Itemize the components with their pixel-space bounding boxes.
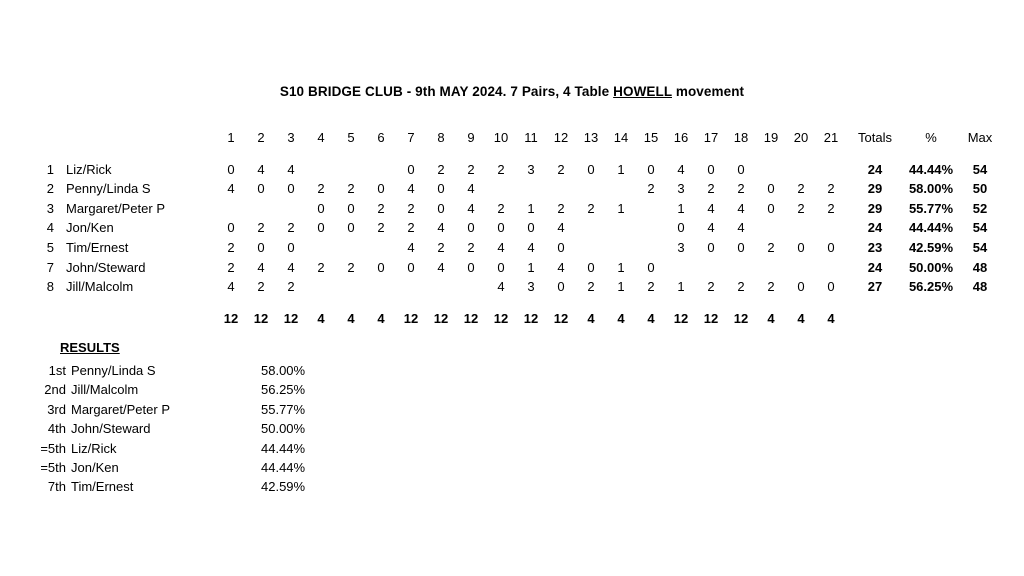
board-top-score: 12 [253, 310, 269, 326]
board-score: 2 [467, 161, 475, 177]
board-score: 0 [227, 220, 235, 236]
board-score: 2 [497, 200, 505, 216]
board-score: 0 [677, 220, 685, 236]
board-score [396, 277, 426, 297]
board-score: 4 [497, 239, 505, 255]
board-score [726, 258, 756, 278]
result-place: =5th [40, 460, 66, 476]
board-score [816, 218, 846, 238]
header-board-19: 19 [763, 130, 779, 145]
scoresheet-footer-row [28, 297, 1002, 329]
header-board-17: 17 [703, 130, 719, 145]
board-score: 4 [407, 181, 415, 197]
pair-names: Jon/Ken [66, 220, 114, 236]
board-score [756, 258, 786, 278]
board-score: 0 [377, 181, 385, 197]
pair-total: 29 [867, 200, 883, 216]
board-score: 2 [647, 279, 655, 295]
board-top-score: 12 [553, 310, 569, 326]
header-rank [28, 128, 62, 160]
list-item [28, 400, 305, 419]
pair-max: 54 [972, 161, 988, 177]
board-score: 4 [287, 161, 295, 177]
result-pair-name: Margaret/Peter P [71, 401, 170, 417]
board-score: 2 [287, 279, 295, 295]
board-score: 4 [227, 279, 235, 295]
list-item [28, 361, 305, 380]
header-board-9: 9 [467, 130, 475, 145]
result-pair-name: Jon/Ken [71, 460, 119, 476]
board-score: 2 [257, 220, 265, 236]
board-score: 2 [827, 200, 835, 216]
board-score: 0 [437, 200, 445, 216]
board-top-score: 12 [733, 310, 749, 326]
board-score: 0 [317, 200, 325, 216]
board-score: 0 [467, 220, 475, 236]
board-score: 1 [617, 279, 625, 295]
board-score [546, 179, 576, 199]
header-board-12: 12 [553, 130, 569, 145]
board-score: 0 [827, 279, 835, 295]
board-score: 4 [467, 200, 475, 216]
board-score: 0 [377, 259, 385, 275]
board-score: 2 [437, 239, 445, 255]
pair-percent: 50.00% [908, 259, 954, 275]
board-score: 2 [767, 239, 775, 255]
board-score [216, 199, 246, 219]
header-board-13: 13 [583, 130, 599, 145]
list-item [28, 380, 305, 399]
board-score: 4 [497, 279, 505, 295]
board-top-score: 4 [587, 310, 595, 326]
pair-percent: 58.00% [908, 181, 954, 197]
footer-rank [28, 297, 62, 329]
board-top-score: 4 [317, 310, 325, 326]
board-score: 2 [827, 181, 835, 197]
header-board-3: 3 [287, 130, 295, 145]
board-score: 4 [527, 239, 535, 255]
result-pair-name: Liz/Rick [71, 440, 117, 456]
pair-names: Penny/Linda S [66, 181, 151, 197]
board-score [606, 179, 636, 199]
pair-total: 24 [867, 259, 883, 275]
board-top-score: 12 [673, 310, 689, 326]
board-score [336, 277, 366, 297]
pair-rank: 8 [46, 279, 54, 295]
pair-rank: 7 [46, 259, 54, 275]
board-top-score: 12 [493, 310, 509, 326]
board-score: 2 [767, 279, 775, 295]
results-table [28, 361, 305, 497]
board-score: 0 [797, 279, 805, 295]
board-score: 0 [737, 239, 745, 255]
result-pair-name: Jill/Malcolm [71, 382, 139, 398]
result-percent: 55.77% [261, 401, 306, 417]
board-score: 2 [707, 279, 715, 295]
board-top-score: 12 [403, 310, 419, 326]
header-board-11: 11 [524, 130, 538, 145]
header-board-20: 20 [793, 130, 809, 145]
pair-rank: 4 [46, 220, 54, 236]
board-score: 4 [437, 220, 445, 236]
pair-names: John/Steward [66, 259, 146, 275]
board-score: 0 [557, 279, 565, 295]
board-score: 2 [377, 220, 385, 236]
board-score [666, 258, 696, 278]
board-score: 2 [437, 161, 445, 177]
board-score: 0 [587, 161, 595, 177]
result-place: 2nd [44, 382, 66, 398]
table-row [28, 258, 1002, 278]
header-names [62, 128, 216, 160]
board-score: 1 [617, 161, 625, 177]
board-score: 4 [257, 259, 265, 275]
board-score [366, 238, 396, 258]
board-score: 0 [407, 161, 415, 177]
pair-rank: 1 [46, 161, 54, 177]
header-board-18: 18 [733, 130, 749, 145]
board-score: 2 [467, 239, 475, 255]
board-score: 0 [227, 161, 235, 177]
header-board-5: 5 [347, 130, 355, 145]
page-title [0, 84, 1024, 99]
pair-percent: 44.44% [908, 220, 954, 236]
table-row [28, 277, 1002, 297]
board-score: 2 [347, 181, 355, 197]
board-score: 1 [527, 259, 535, 275]
results-title: RESULTS [60, 340, 120, 355]
board-top-score: 4 [647, 310, 655, 326]
board-top-score: 4 [767, 310, 775, 326]
board-score: 2 [377, 200, 385, 216]
board-score: 2 [407, 220, 415, 236]
board-score: 2 [557, 200, 565, 216]
pair-max: 52 [972, 200, 988, 216]
pair-percent: 42.59% [908, 239, 954, 255]
board-top-score: 12 [433, 310, 449, 326]
board-score [366, 160, 396, 180]
footer-max [958, 297, 1002, 329]
pair-percent: 56.25% [908, 279, 954, 295]
board-score [606, 238, 636, 258]
board-score: 4 [287, 259, 295, 275]
header-totals: Totals [858, 130, 892, 145]
board-score: 2 [557, 161, 565, 177]
board-score: 0 [257, 181, 265, 197]
board-score: 2 [737, 279, 745, 295]
board-top-score: 12 [703, 310, 719, 326]
title-text-after: movement [671, 84, 745, 99]
list-item [28, 477, 305, 496]
results-section [28, 340, 305, 497]
board-top-score: 4 [377, 310, 385, 326]
board-score: 0 [257, 239, 265, 255]
board-score: 4 [677, 161, 685, 177]
table-row [28, 218, 1002, 238]
board-score: 4 [557, 220, 565, 236]
board-score [486, 179, 516, 199]
board-score [786, 160, 816, 180]
board-score: 1 [527, 200, 535, 216]
board-score [516, 179, 546, 199]
header-percent: % [925, 130, 937, 145]
board-score: 0 [497, 259, 505, 275]
board-score: 4 [737, 220, 745, 236]
pair-percent: 55.77% [908, 200, 954, 216]
pair-rank: 5 [46, 239, 54, 255]
result-percent: 56.25% [261, 382, 306, 398]
board-score: 0 [587, 259, 595, 275]
board-score [786, 218, 816, 238]
board-score: 0 [797, 239, 805, 255]
board-score: 0 [287, 181, 295, 197]
board-score [246, 199, 276, 219]
result-pair-name: Penny/Linda S [71, 363, 156, 378]
board-score [696, 258, 726, 278]
board-score: 2 [317, 259, 325, 275]
board-score: 2 [347, 259, 355, 275]
board-score: 2 [797, 200, 805, 216]
board-score: 0 [707, 161, 715, 177]
footer-totals [846, 297, 904, 329]
table-row [28, 160, 1002, 180]
board-score: 2 [587, 200, 595, 216]
list-item [28, 439, 305, 458]
board-score: 2 [257, 279, 265, 295]
board-score: 3 [677, 239, 685, 255]
board-score: 0 [497, 220, 505, 236]
footer-percent [904, 297, 958, 329]
board-score: 2 [497, 161, 505, 177]
board-score [306, 160, 336, 180]
board-score: 4 [257, 161, 265, 177]
board-score [636, 218, 666, 238]
board-score: 4 [557, 259, 565, 275]
board-score [456, 277, 486, 297]
header-board-7: 7 [407, 130, 415, 145]
pair-max: 48 [972, 279, 988, 295]
board-score [636, 238, 666, 258]
pair-max: 54 [972, 239, 988, 255]
board-score: 1 [677, 279, 685, 295]
result-place: 3rd [47, 401, 66, 417]
board-score: 3 [527, 279, 535, 295]
header-board-6: 6 [377, 130, 385, 145]
header-board-1: 1 [227, 130, 235, 145]
board-top-score: 12 [223, 310, 239, 326]
table-row [28, 179, 1002, 199]
board-score [426, 277, 456, 297]
board-score [576, 218, 606, 238]
board-score: 2 [227, 259, 235, 275]
header-max: Max [967, 130, 993, 145]
header-board-2: 2 [257, 130, 265, 145]
board-score: 0 [467, 259, 475, 275]
pair-total: 24 [867, 220, 883, 236]
pair-names: Tim/Ernest [66, 239, 129, 255]
header-board-10: 10 [493, 130, 509, 145]
list-item [28, 419, 305, 438]
board-score: 1 [617, 200, 625, 216]
header-board-14: 14 [613, 130, 629, 145]
board-score [576, 179, 606, 199]
board-score: 2 [647, 181, 655, 197]
pair-names: Liz/Rick [66, 161, 112, 177]
board-score [336, 238, 366, 258]
board-score: 4 [437, 259, 445, 275]
board-score: 4 [737, 200, 745, 216]
result-percent: 50.00% [261, 421, 306, 437]
board-score [606, 218, 636, 238]
pair-total: 24 [867, 161, 883, 177]
result-percent: 44.44% [261, 460, 306, 476]
list-item [28, 458, 305, 477]
scoresheet-header-row [28, 128, 1002, 160]
result-pair-name: John/Steward [71, 421, 151, 437]
board-score: 2 [587, 279, 595, 295]
board-score [366, 277, 396, 297]
board-score: 1 [617, 259, 625, 275]
result-place: 1st [48, 363, 66, 378]
board-score [636, 199, 666, 219]
pair-rank: 3 [46, 200, 54, 216]
header-board-21: 21 [823, 130, 839, 145]
board-score: 2 [737, 181, 745, 197]
board-score: 0 [527, 220, 535, 236]
board-score: 0 [407, 259, 415, 275]
board-score [276, 199, 306, 219]
table-row [28, 199, 1002, 219]
board-score: 0 [287, 239, 295, 255]
result-place: 4th [47, 421, 66, 437]
board-score: 4 [227, 181, 235, 197]
board-score: 0 [767, 200, 775, 216]
board-score [786, 258, 816, 278]
board-score: 3 [677, 181, 685, 197]
board-score [576, 238, 606, 258]
pair-names: Margaret/Peter P [66, 200, 165, 216]
board-top-score: 12 [523, 310, 539, 326]
pair-max: 54 [972, 220, 988, 236]
header-board-8: 8 [437, 130, 445, 145]
board-score: 2 [227, 239, 235, 255]
board-score: 0 [827, 239, 835, 255]
board-score: 0 [737, 161, 745, 177]
result-percent: 58.00% [261, 363, 306, 378]
header-board-16: 16 [673, 130, 689, 145]
board-score: 0 [647, 161, 655, 177]
result-place: 7th [47, 479, 66, 495]
board-score: 4 [707, 200, 715, 216]
board-score: 0 [347, 220, 355, 236]
board-score: 0 [707, 239, 715, 255]
board-score: 0 [647, 259, 655, 275]
results-body [28, 361, 305, 497]
board-score: 2 [707, 181, 715, 197]
board-top-score: 4 [617, 310, 625, 326]
scoresheet-body [28, 128, 1002, 328]
pair-max: 48 [972, 259, 988, 275]
board-score [306, 238, 336, 258]
board-score [816, 160, 846, 180]
title-text-underlined: HOWELL [613, 84, 672, 99]
board-top-score: 12 [463, 310, 479, 326]
board-score [306, 277, 336, 297]
result-percent: 44.44% [261, 440, 306, 456]
scoresheet-table [28, 128, 1002, 328]
table-row [28, 238, 1002, 258]
board-score: 0 [767, 181, 775, 197]
board-score: 4 [467, 181, 475, 197]
header-board-4: 4 [317, 130, 325, 145]
board-score: 4 [407, 239, 415, 255]
title-text-before: S10 BRIDGE CLUB - 9th MAY 2024. 7 Pairs, 4 Table [279, 84, 614, 99]
board-score [756, 218, 786, 238]
pair-names: Jill/Malcolm [66, 279, 134, 295]
pair-max: 50 [972, 181, 988, 197]
board-score: 2 [407, 200, 415, 216]
board-top-score: 4 [347, 310, 355, 326]
board-score [816, 258, 846, 278]
board-score: 0 [437, 181, 445, 197]
pair-rank: 2 [46, 181, 54, 197]
board-score: 2 [317, 181, 325, 197]
result-pair-name: Tim/Ernest [71, 479, 134, 495]
board-score [336, 160, 366, 180]
board-top-score: 12 [283, 310, 299, 326]
board-score: 2 [287, 220, 295, 236]
footer-names [62, 297, 216, 329]
board-top-score: 4 [827, 310, 835, 326]
board-score: 0 [347, 200, 355, 216]
result-place: =5th [40, 440, 66, 456]
pair-percent: 44.44% [908, 161, 954, 177]
result-percent: 42.59% [261, 479, 306, 495]
board-score [756, 160, 786, 180]
board-score: 2 [797, 181, 805, 197]
board-score: 4 [707, 220, 715, 236]
board-top-score: 4 [797, 310, 805, 326]
pair-total: 27 [867, 279, 883, 295]
board-score: 0 [557, 239, 565, 255]
board-score: 3 [527, 161, 535, 177]
board-score: 0 [317, 220, 325, 236]
board-score: 1 [677, 200, 685, 216]
pair-total: 23 [867, 239, 883, 255]
header-board-15: 15 [643, 130, 659, 145]
pair-total: 29 [867, 181, 883, 197]
